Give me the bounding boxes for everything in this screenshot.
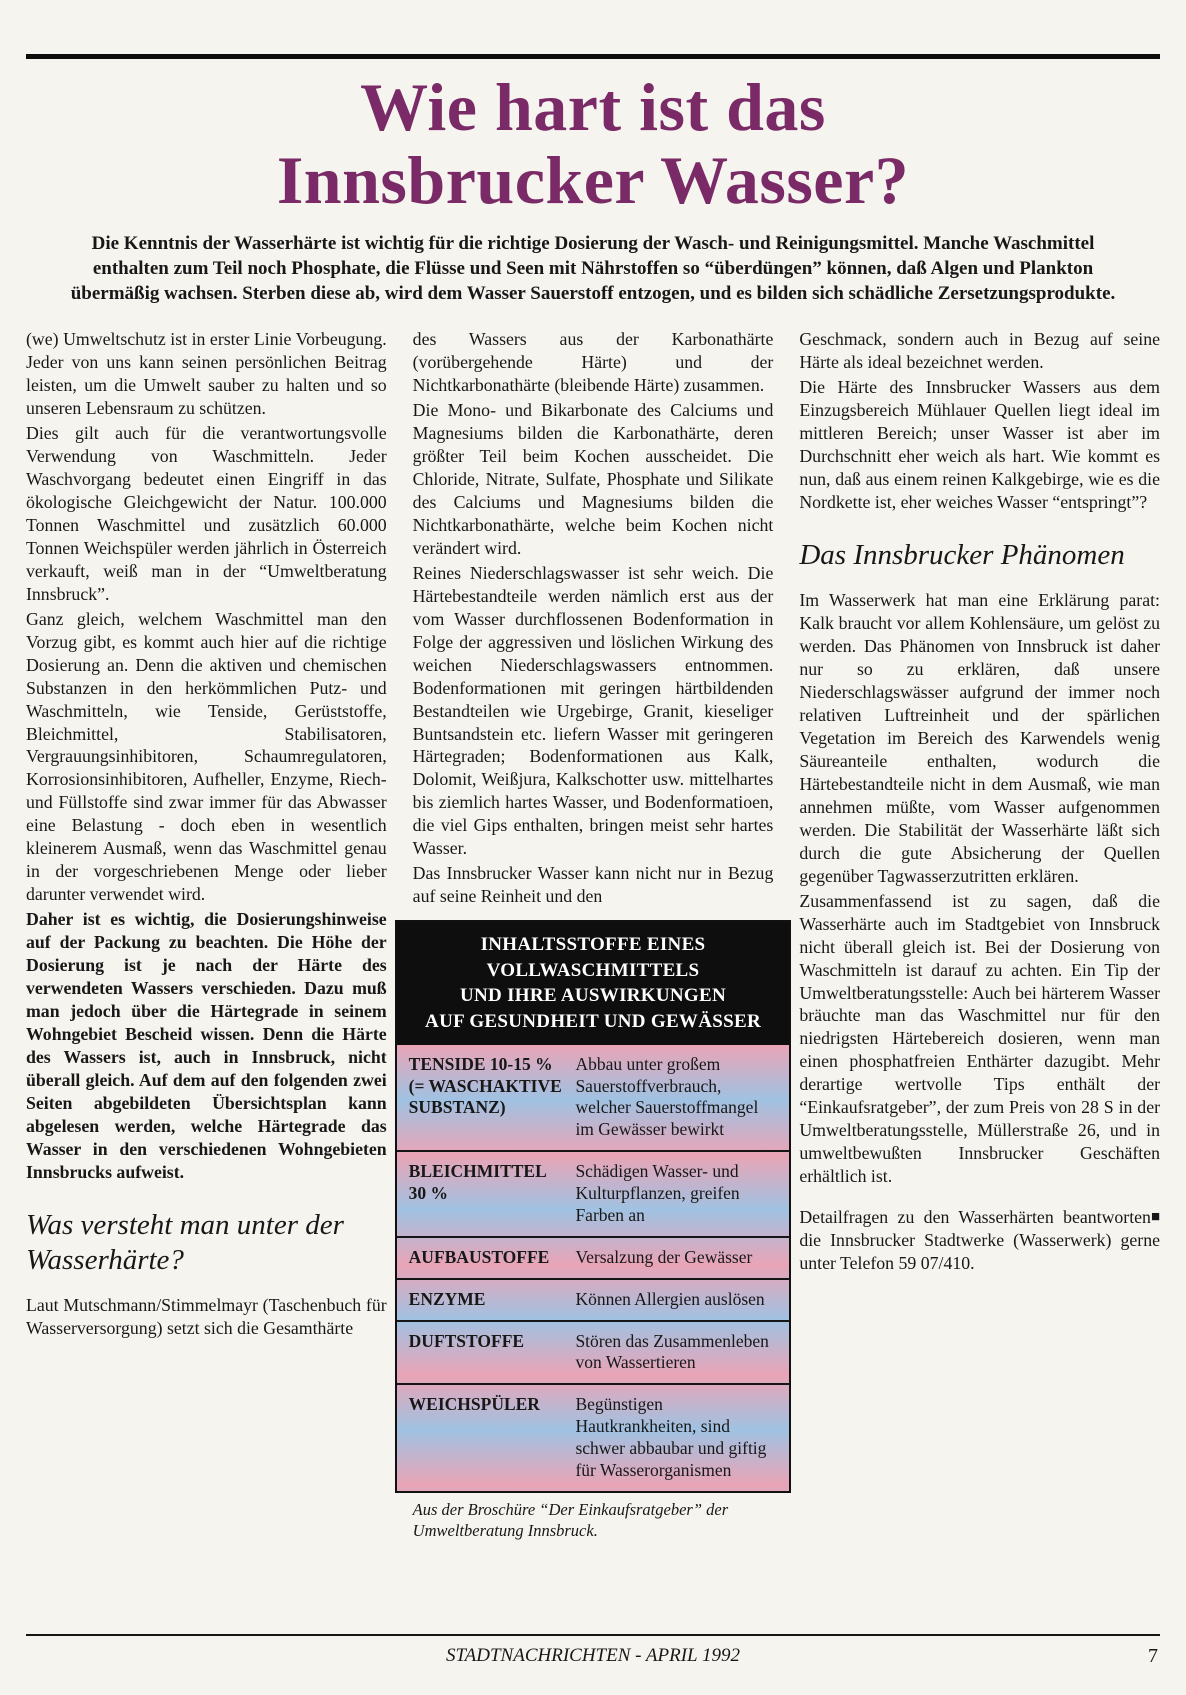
table-row bbox=[397, 1383, 790, 1491]
substance-cell: BLEICHMITTEL 30 % bbox=[408, 1161, 546, 1204]
table-row bbox=[397, 1278, 790, 1320]
column-left bbox=[26, 328, 387, 1543]
body-paragraph: Ganz gleich, welchem Waschmittel man den Vorzug gibt, es kommt auch hier auf die richtige Dosierung an. Denn die aktiven und chemischen Substanzen in den herkömmlichen Putz- und Waschmitteln, wie Tenside, Gerüststoffe, Bleichmittel, Stabilisatoren, Vergrauungsinhibitoren, Schaumregulatoren, Korrosionsinhibitoren, Aufheller, Enzyme, Riech- und Füllstoffe sind zwar immer für das Abwasser eine Belastung - doch eben in wesentlich kleinerem Ausmaß, wenn das Waschmittel genau in der vorgeschriebenen Menge oder lieber darunter verwendet wird. bbox=[26, 608, 387, 905]
contact-text: Detailfragen zu den Wasserhärten beantworten die Innsbrucker Stadtwerke (Wasserwerk) gerne unter Telefon 59 07/410. bbox=[799, 1207, 1161, 1273]
effect-cell: Begünstigen Hautkrankheiten, sind schwer abbaubar und giftig für Wasserorganismen bbox=[575, 1394, 767, 1480]
column-right bbox=[799, 328, 1160, 1543]
body-paragraph: Die Härte des Innsbrucker Wassers aus dem Einzugsbereich Mühlauer Quellen liegt ideal im mittleren Bereich; unser Wasser ist aber im Durchschnitt eher weich als hart. Wie kommt es nun, daß aus einem reinen Kalkgebirge, wie es die Nordkette ist, eher weiches Wasser “entspringt”? bbox=[799, 377, 1161, 512]
effect-cell: Können Allergien auslösen bbox=[575, 1288, 765, 1309]
footer-row bbox=[26, 1645, 1160, 1671]
table-row bbox=[397, 1236, 790, 1278]
title-line-2: Innsbrucker Wasser? bbox=[276, 141, 910, 218]
page-number: 7 bbox=[1148, 1645, 1158, 1667]
effect-cell: Stören das Zusammenleben von Wassertieren bbox=[575, 1330, 769, 1373]
body-paragraph: Im Wasserwerk hat man eine Erklärung parat: Kalk braucht vor allem Kohlensäure, um gelöst zu werden. Das Phänomen von Innsbruck ist daher nur so zu erklären, daß unsere Niederschlagswässer aufgrund der immer noch relativen Luftreinheit und der spärlichen Vegetation im Bereich des Karwendels wenig Säureanteile enthalten, wodurch die Härtebestandteile nicht in dem Ausmaß, wie man annehmen müßte, vom Wasser aufgenommen werden. Die Stabilität der Wasserhärte läßt sich durch die gute Absicherung der Quellen gegenüber Tagwasserzutritten erklären. bbox=[799, 590, 1161, 886]
body-paragraph: Laut Mutschmann/Stimmelmayr (Taschenbuch für Wasserversorgung) setzt sich die Gesamthärte bbox=[26, 1295, 387, 1339]
contact-paragraph bbox=[799, 1206, 1160, 1275]
body-paragraph: Reines Niederschlagswasser ist sehr weich. Die Härtebestandteile werden nämlich erst aus der vom Wasser durchflossenen Bodenformation in Folge der aggressiven und löslichen Wirkung des weichen Niederschlagswassers entnommen. Bodenformationen mit geringen härtbildenden Bestandteilen wie Urgebirge, Granit, kieseliger Buntsandstein etc. liefern Wasser mit geringeren Härtegraden; Bodenformationen aus Kalk, Dolomit, Weißjura, Kalkschotter usw. mittelhartes bis ziemlich hartes Wasser, und Bodenformatioen, die viel Gips enthalten, bringen meist sehr hartes Wasser. bbox=[412, 562, 774, 859]
page-footer bbox=[26, 1634, 1160, 1671]
infobox-title-line-2: UND IHRE AUSWIRKUNGEN bbox=[460, 985, 727, 1007]
article-title bbox=[26, 71, 1160, 217]
table-row bbox=[397, 1045, 790, 1151]
body-paragraph: Geschmack, sondern auch in Bezug auf seine Härte als ideal bezeichnet werden. bbox=[799, 329, 1161, 373]
table-row bbox=[397, 1320, 790, 1384]
article-columns bbox=[26, 328, 1160, 1543]
infobox-title-line-1: INHALTSSTOFFE EINES VOLLWASCHMITTELS bbox=[480, 934, 706, 981]
ingredients-infobox bbox=[395, 920, 792, 1493]
substance-cell: WEICHSPÜLER bbox=[408, 1394, 540, 1415]
effect-cell: Versalzung der Gewässer bbox=[575, 1246, 753, 1267]
infobox-header bbox=[397, 922, 790, 1045]
body-paragraph: Das Innsbrucker Wasser kann nicht nur in Bezug auf seine Reinheit und den bbox=[412, 863, 774, 907]
infobox-caption: Aus der Broschüre “Der Einkaufsratgeber” der Umweltberatung Innsbruck. bbox=[412, 1499, 729, 1541]
infobox-table bbox=[397, 1045, 790, 1491]
body-paragraph: Die Mono- und Bikarbonate des Calciums und Magnesiums bilden die Karbonathärte, deren größter Teil beim Kochen ausscheidet. Die Chloride, Nitrate, Sulfate, Phosphate und Silikate des Calciums und Magnesiums bilden die Nichtkarbonathärte, welche beim Kochen nicht verändert wird. bbox=[412, 400, 774, 558]
section-heading-wasserhaerte: Was versteht man unter der Wasserhärte? bbox=[26, 1208, 344, 1276]
effect-cell: Abbau unter großem Sauerstoffverbrauch, welcher Sauerstoffmangel im Gewässer bewirkt bbox=[575, 1053, 759, 1140]
article-lead: Die Kenntnis der Wasserhärte ist wichtig für die richtige Dosierung der Wasch- und Reinigungsmittel. Manche Waschmittel enthalten zum Teil noch Phosphate, die Flüsse und Seen mit Nährstoffen so “überdüngen” können, daß Algen und Plankton übermäßig wachsen. Sterben diese ab, wird dem Wasser Sauerstoff entzogen, und es bilden sich schädliche Zersetzungsprodukte. bbox=[70, 232, 1116, 305]
infobox-title-line-3: AUF GESUNDHEIT UND GEWÄSSER bbox=[425, 1011, 761, 1033]
substance-cell: TENSIDE 10-15 % (= WASCHAKTIVE SUBSTANZ) bbox=[408, 1053, 562, 1118]
title-line-1: Wie hart ist das bbox=[360, 69, 826, 145]
journal-name: STADTNACHRICHTEN - APRIL 1992 bbox=[446, 1645, 740, 1666]
footer-rule bbox=[26, 1634, 1160, 1636]
end-mark: ■ bbox=[1150, 1209, 1161, 1226]
effect-cell: Schädigen Wasser- und Kulturpflanzen, greifen Farben an bbox=[575, 1161, 740, 1225]
substance-cell: DUFTSTOFFE bbox=[408, 1330, 525, 1351]
substance-cell: AUFBAUSTOFFE bbox=[408, 1246, 550, 1267]
table-row bbox=[397, 1150, 790, 1236]
body-paragraph: (we) Umweltschutz ist in erster Linie Vorbeugung. Jeder von uns kann seinen persönlichen Beitrag leisten, um die Umwelt sauber zu halten und so unseren Lebensraum zu schützen. bbox=[26, 329, 387, 419]
top-rule bbox=[26, 54, 1160, 59]
body-paragraph-emphasis: Daher ist es wichtig, die Dosierungshinweise auf der Packung zu beachten. Die Höhe der Dosierung ist je nach der Härte des verwendeten Wassers verschieden. Dazu muß man jedoch über die Härtegrade in seinem Wohngebiet Bescheid wissen. Denn die Härte des Wassers ist, auch in Innsbruck, nicht überall gleich. Auf dem auf den folgenden zwei Seiten abgebildeten Übersichtsplan kann abgelesen werden, welche Härtegrade das Wasser in den verschiedenen Wohngebieten Innsbrucks aufweist. bbox=[26, 909, 387, 1182]
substance-cell: ENZYME bbox=[408, 1288, 486, 1309]
column-middle bbox=[408, 328, 774, 1543]
body-paragraph: des Wassers aus der Karbonathärte (vorübergehende Härte) und der Nichtkarbonathärte (bleibende Härte) zusammen. bbox=[412, 329, 774, 396]
section-heading-phaenomen: Das Innsbrucker Phänomen bbox=[799, 538, 1125, 571]
body-paragraph: Dies gilt auch für die verantwortungsvolle Verwendung von Waschmitteln. Jeder Waschvorgang bedeutet einen Eingriff in das ökologische Gleichgewicht der Natur. 100.000 Tonnen Waschmittel und zusätzlich 60.000 Tonnen Weichspüler werden jährlich in Österreich verkauft, weiß man in der “Umweltberatung Innsbruck”. bbox=[26, 423, 387, 604]
body-paragraph: Zusammenfassend ist zu sagen, daß die Wasserhärte auch im Stadtgebiet von Innsbruck nicht überall gleich ist. Bei der Dosierung von Waschmitteln ist darauf zu achten. Ein Tip der Umweltberatungsstelle: Auch bei härterem Wasser bräuchte man das Waschmittel nur für den niedrigsten Härtebereich dosieren, wenn man einen phosphatfreien Enthärter dazugibt. Mehr derartige wertvolle Tips enthält der “Einkaufsratgeber”, der zum Preis von 28 S in der Umweltberatungsstelle, Müllerstraße 26, und in umweltbewußten Innsbrucker Geschäften erhältlich ist. bbox=[799, 890, 1161, 1187]
